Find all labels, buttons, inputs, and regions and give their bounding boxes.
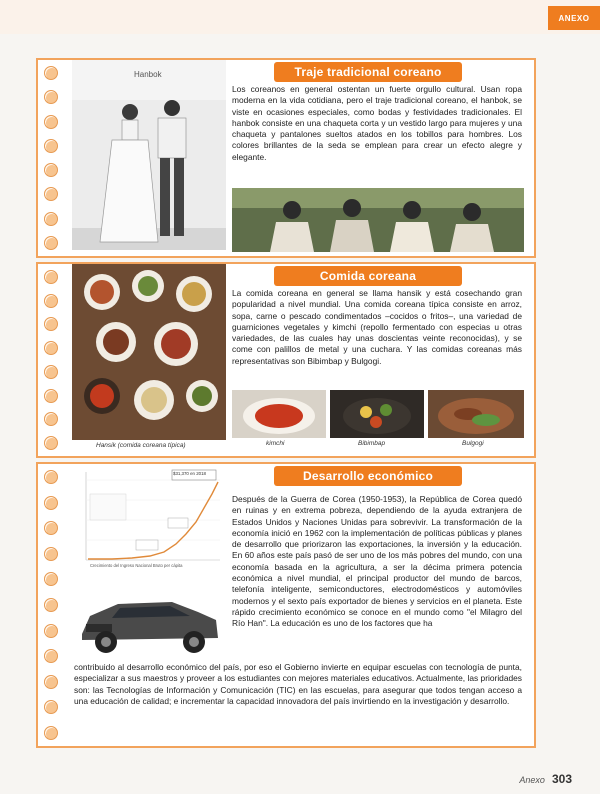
ring-icon	[44, 317, 58, 331]
ring-icon	[44, 66, 58, 80]
kimchi-photo	[232, 390, 326, 438]
chart-badge: $31,370 en 2018	[173, 471, 206, 476]
binder-rings	[44, 66, 58, 250]
ring-icon	[44, 139, 58, 153]
ring-icon	[44, 700, 58, 714]
ring-icon	[44, 236, 58, 250]
ring-icon	[44, 270, 58, 284]
anexo-tab[interactable]: ANEXO	[548, 6, 600, 30]
binder-rings	[44, 470, 58, 740]
chart-x-label: Crecimiento del Ingreso Nacional Bruto per cápita	[90, 563, 183, 568]
ring-icon	[44, 726, 58, 740]
top-strip	[0, 0, 600, 34]
ring-icon	[44, 187, 58, 201]
hanbok-group-photo	[232, 188, 524, 252]
desarrollo-paragraph-2: contribuido al desarrollo económico del país, por eso el Gobierno invierte en equipar escuelas con tecnología de punta, especializar a sus maestros y proveer a los estudiantes con mejores materiales educativos. Actualmente, las prioridades son: las Tecnologías de Información y Comunicación (TIC) en las escuelas, para asegurar que todos tengan acceso a una educación de calidad; e incrementar la capacidad innovadora del país invirtiendo en la investigación y desarrollo.	[74, 662, 522, 706]
ring-icon	[44, 115, 58, 129]
hanbok-photo	[72, 60, 226, 250]
ring-icon	[44, 90, 58, 104]
ring-icon	[44, 521, 58, 535]
ring-icon	[44, 389, 58, 403]
gni-growth-chart	[72, 464, 226, 574]
bulgogi-photo	[428, 390, 524, 438]
caption-hansik: Hansik (comida coreana típica)	[96, 442, 186, 449]
page-number: 303	[551, 772, 572, 786]
ring-icon	[44, 341, 58, 355]
panel-comida-coreana	[36, 262, 536, 458]
ring-icon	[44, 470, 58, 484]
hansik-photo	[72, 264, 226, 440]
ring-icon	[44, 572, 58, 586]
ring-icon	[44, 365, 58, 379]
traje-paragraph: Los coreanos en general ostentan un fuerte orgullo cultural. Usan ropa moderna en la vida cotidiana, pero el traje tradicional coreano, el hanbok, se viste en ocasiones especiales, como bodas y festividades tradicionales. El hanbok consiste en una chaqueta corta y un vestido largo para mujeres y una chaqueta y pantalones sueltos atados en los tobillos para hombres. Los colores brillantes de la seda se emplean para crear un efecto alegre y elegante.	[232, 84, 522, 162]
ring-icon	[44, 675, 58, 689]
ring-icon	[44, 212, 58, 226]
panel-desarrollo-economico	[36, 462, 536, 748]
ring-icon	[44, 547, 58, 561]
section-title-traje: Traje tradicional coreano	[274, 62, 462, 82]
hanbok-photo-label: Hanbok	[134, 70, 162, 79]
footer-label: Anexo	[519, 775, 545, 785]
ring-icon	[44, 496, 58, 510]
ring-icon	[44, 598, 58, 612]
ring-icon	[44, 412, 58, 426]
caption-bibimbap: Bibimbap	[358, 440, 386, 447]
binder-rings	[44, 270, 58, 450]
desarrollo-paragraph-1: Después de la Guerra de Corea (1950-1953), la República de Corea quedó en ruinas y en extrema pobreza, dependiendo de la ayuda extranjera de Estados Unidos y Naciones Unidas para sobrevivir. La transformación de la economía inició en 1962 con la implementación de políticas públicas y planes de desarrollo que priorizaron las exportaciones, la inversión y la educación. En 60 años este país pasó de ser uno de los más pobres del mundo, con una economía basada en la agricultura, a ser la décima primera potencia económica a nivel mundial, el principal productor del mundo de barcos, telefonía inteligente, semiconductores, electrodomésticos y automóviles modernos y el sexto país exportador de bienes y servicios en el planeta. Este rápido crecimiento económico se conoce en el mundo como "el Milagro del Río Han". La educación es uno de los factores que ha	[232, 494, 522, 629]
ring-icon	[44, 294, 58, 308]
caption-kimchi: kimchi	[266, 440, 285, 447]
ring-icon	[44, 624, 58, 638]
section-title-desarrollo: Desarrollo económico	[274, 466, 462, 486]
caption-bulgogi: Bulgogi	[462, 440, 484, 447]
page-footer	[519, 772, 572, 786]
comida-paragraph: La comida coreana en general se llama hansik y está cosechando gran popularidad a nivel mundial. Una comida coreana típica consiste en arroz, sopa, carne o pescado condimentados –cocidos o fritos–, una variedad de guarniciones vegetales y kimchi (repollo fermentado con especias u otras variedades, de las cuales hay unas doscientas veinte reconocidas), y se come con palillos de metal y una cuchara. Y las comidas coreanas más representativas son Bibimbap y Bulgogi.	[232, 288, 522, 366]
ring-icon	[44, 163, 58, 177]
bibimbap-photo	[330, 390, 424, 438]
ring-icon	[44, 436, 58, 450]
panel-traje-tradicional	[36, 58, 536, 258]
car-photo	[72, 580, 226, 660]
ring-icon	[44, 649, 58, 663]
section-title-comida: Comida coreana	[274, 266, 462, 286]
